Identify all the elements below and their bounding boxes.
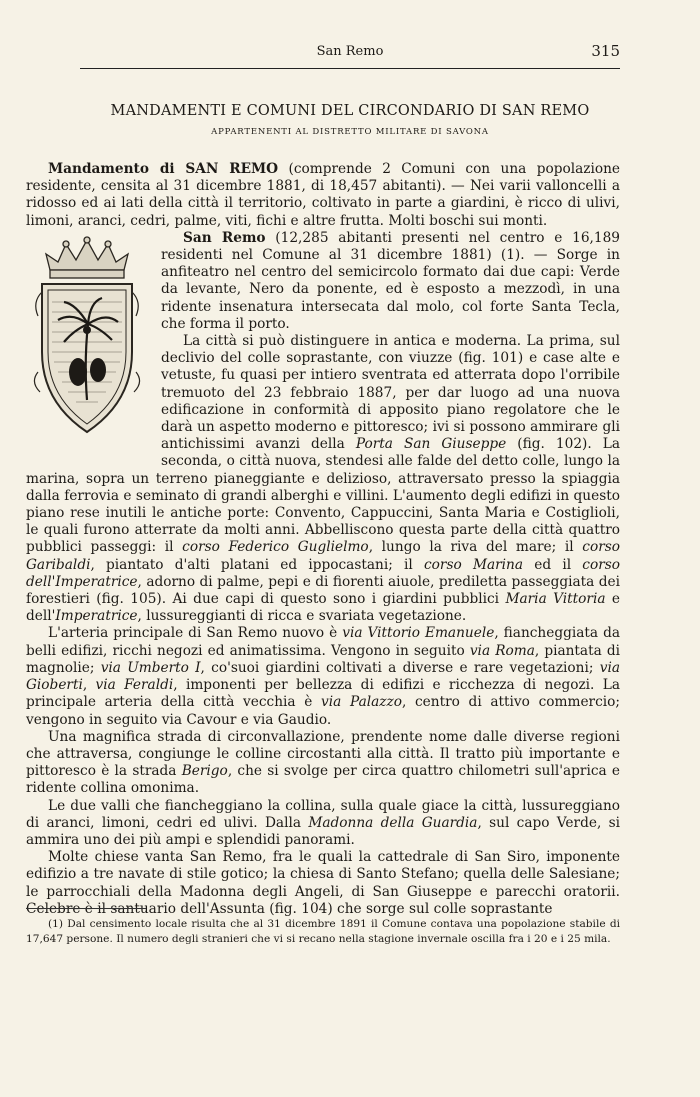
paragraph-valli [26,798,620,850]
running-head [80,44,620,64]
paragraph-chiese: Molte chiese vanta San Remo, fra le quali la cattedrale di San Siro, imponente edifizio a tre navate di stile gotico; la chiesa di Santo Stefano; quella delle Salesiane; le parrocchiali della Madonna degli Angeli, di San Giuseppe e parecchi oratorii. Celebre è il santuario dell'Assunta (fig. 104) che sorge sul colle soprastante [26,849,620,917]
via-umberto: via Umberto I [100,659,201,676]
san-remo-text: (12,285 abitanti presenti nel centro e 16,189 residenti nel Comune al 31 dicembre 1881) (1). — Sorge in anfiteatro nel centro del semicircolo formato dai due capi: Verde da levante, Nero da ponente, ed è esposto a mezzodì, in una ridente insenatura intersecata dal molo, col forte Santa Tecla, che forma il porto. [161,229,621,332]
footnote: (1) Dal censimento locale risulta che al 31 dicembre 1891 il Comune contava una popolazione stabile di 17,647 persone. Il numero degli stranieri che vi si recano nella stagione invernale oscilla fra i 20 e i 25 mila. [26,918,620,945]
porta-san-giuseppe: Porta San Giuseppe [355,436,507,453]
text-run: , centro di attivo commercio; vengono in seguito via Cavour e via Gaudio. [26,694,620,728]
text-run: , adorno di palme, pepi e di fiorenti aiuole, prediletta passeggiata dei forestieri (fig. 105). Ai due capi di questo sono i giardini pubblici [26,573,620,608]
text-run: , co'suoi giardini coltivati a diverse e rare vegetazioni; [200,659,600,676]
via-roma: via Roma [469,642,535,659]
san-remo-coat-of-arms-icon [26,232,151,454]
via-gioberti: via Gioberti [26,659,620,694]
san-remo-heading: San Remo [183,229,266,246]
text-run: , sul capo Verde, si ammira uno dei più ampi e splendidi panorami. [26,814,621,848]
section-title: MANDAMENTI E COMUNI DEL CIRCONDARIO DI SAN REMO [110,103,590,119]
footnote-rule [26,908,146,909]
mandamento-heading: Mandamento di SAN REMO [48,161,279,177]
via-feraldi: via Feraldi [95,677,174,694]
text-run: La città si può distinguere in antica e moderna. La prima, sul declivio del colle soprastante, con viuzze (fig. 101) e case alte e vetuste, fu quasi per intiero sventrata ed atterrata dopo l'orribile tremuoto del 23 febbraio 1887, per dar luogo ad una nuova edificazione in conformità di apposito piano regolatore che le darà un aspetto moderno e pittoresco; ivi si possono ammirare gli antichissimi avanzi della [161,333,620,453]
paragraph-mandamento [26,161,620,230]
text-run: , [82,677,96,694]
corso-marina: corso Marina [424,556,524,573]
text-run: Le due valli che fiancheggiano la collina, sulla quale giace la città, lussureggiano di aranci, limoni, cedri ed ulivi. Dalla [26,797,620,831]
header-rule [80,68,620,69]
paragraph-arteria [26,625,620,728]
crest-drawing [28,232,146,442]
strada-berigo: Berigo [181,763,228,780]
running-title: San Remo [316,44,384,59]
text-run: ed il [523,556,583,573]
text-run: , fiancheggiata da belli edifizi, ricchi negozi ed animatissima. Vengono in seguito [26,625,620,659]
giardino-maria-vittoria: Maria Vittoria [505,591,606,608]
text-run: , piantata di magnolie; [26,642,620,676]
corso-federico: corso Federico Guglielmo [182,539,369,556]
text-run: Una magnifica strada di circonvallazione, prendente nome dalle diverse regioni che attraversa, congiunge le colline circostanti alla città. Il tratto più importante e pittoresco è la strada [26,728,620,780]
text-run: , lussureggianti di ricca e svariata vegetazione. [137,608,467,625]
via-vittorio-emanuele: via Vittorio Emanuele [342,625,495,642]
text-run: L'arteria principale di San Remo nuovo è [48,625,343,642]
paragraph-circonvallazione [26,729,620,798]
text-run: e dell' [26,591,620,625]
madonna-della-guardia: Madonna della Guardia [308,814,478,831]
text-run: , piantato d'alti platani ed ippocastani; il [90,556,425,573]
text-run: , imponenti per bellezza di edifizi e ricchezza di negozi. La principale arteria della città vecchia è [26,677,620,711]
text-run: , che si svolge per circa quattro chilometri sull'aprica e ridente collina omonima. [26,763,620,797]
giardino-imperatrice: Imperatrice [55,608,138,625]
via-palazzo: via Palazzo [321,694,402,711]
corso-garibaldi: corso Garibaldi [26,539,621,573]
page-number: 315 [591,42,620,60]
text-run: , lungo la riva del mare; il [368,539,583,556]
body-text [26,161,620,918]
section-subtitle: APPARTENENTI AL DISTRETTO MILITARE DI SAVONA [211,127,489,137]
text-run: (fig. 102). La seconda, o città nuova, stendesi alle falde del detto colle, lungo la marina, sopra un terreno pianeggiante e delizioso, attraversato presso la spiaggia dalla ferrovia e seminato di grandi alberghi e villini. L'aumento degli edifizi in questo piano rese inutili le antiche porte: Convento, Cappuccini, Santa Maria e Costiglioli, le quali furono atterrate da molti anni. Abbelliscono questa parte della città quattro pubblici passeggi: il [26,436,621,556]
corso-imperatrice: corso dell'Imperatrice [26,556,621,590]
mandamento-text: (comprende 2 Comuni con una popolazione residente, censita al 31 dicembre 1881, di 18,457 abitanti). — Nei varii valloncelli a ridosso ed ai lati della città il territorio, coltivato in parte a giardini, è ricco di ulivi, limoni, aranci, cedri, palme, viti, fichi e altre frutta. Molti boschi sui monti. [26,161,620,229]
